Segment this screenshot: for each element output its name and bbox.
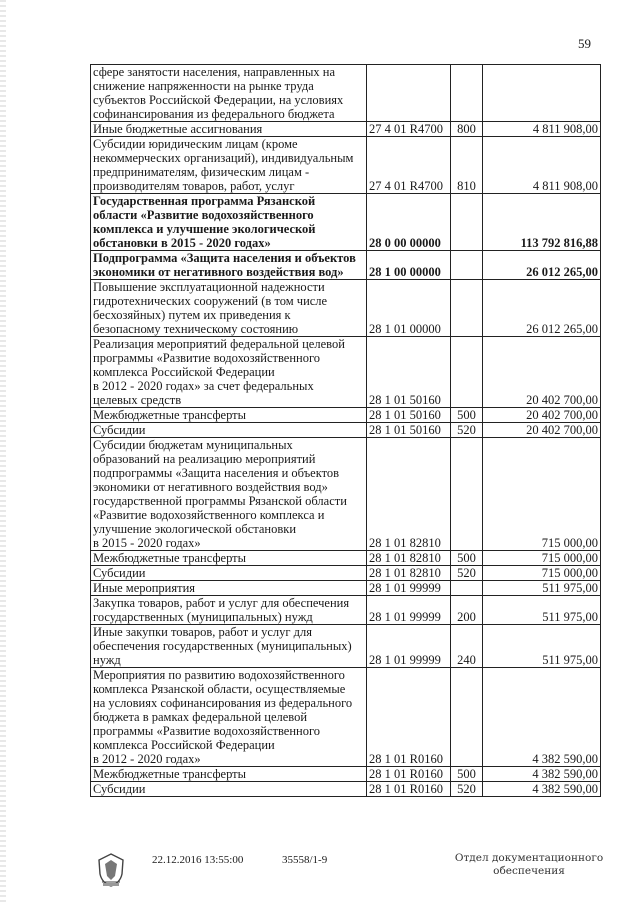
row-name-cell: Субсидии (91, 566, 367, 581)
row-name-cell: Подпрограмма «Защита населения и объектов экономики от негативного воздействия вод» (91, 251, 367, 280)
row-code-cell: 28 1 01 50160 (367, 337, 451, 408)
row-amount-cell: 20 402 700,00 (483, 337, 601, 408)
row-amount-cell: 20 402 700,00 (483, 408, 601, 423)
table-row (91, 408, 601, 423)
table-row (91, 581, 601, 596)
row-code-cell: 28 1 01 00000 (367, 280, 451, 337)
row-amount-cell: 511 975,00 (483, 625, 601, 668)
row-type-cell (451, 668, 483, 767)
row-name-cell: Межбюджетные трансферты (91, 408, 367, 423)
page-footer (96, 852, 616, 892)
row-code-cell: 28 1 01 R0160 (367, 782, 451, 797)
row-type-cell: 500 (451, 767, 483, 782)
row-amount-cell: 4 811 908,00 (483, 122, 601, 137)
row-amount-cell: 715 000,00 (483, 438, 601, 551)
table-row (91, 566, 601, 581)
row-type-cell (451, 280, 483, 337)
table-row (91, 551, 601, 566)
table-row (91, 668, 601, 767)
row-amount-cell: 4 382 590,00 (483, 782, 601, 797)
table-row (91, 137, 601, 194)
row-amount-cell: 20 402 700,00 (483, 423, 601, 438)
row-amount-cell: 511 975,00 (483, 596, 601, 625)
row-type-cell: 520 (451, 566, 483, 581)
table-row (91, 337, 601, 408)
row-name-cell: Субсидии юридическим лицам (кроме некоммерческих организаций), индивидуальным предпринимателям, физическим лицам - производителям товаров, работ, услуг (91, 137, 367, 194)
row-type-cell (451, 251, 483, 280)
footer-department (444, 852, 614, 878)
row-amount-cell: 715 000,00 (483, 566, 601, 581)
row-type-cell: 520 (451, 423, 483, 438)
row-name-cell: Субсидии бюджетам муниципальных образований на реализацию мероприятий подпрограммы «Защита населения и объектов экономики от негативного воздействия вод» государственной программы Рязанской области «Развитие водохозяйственного комплекса и улучшение экологической обстановки в 2015 - 2020 годах» (91, 438, 367, 551)
row-name-cell: Субсидии (91, 423, 367, 438)
row-name-cell: Реализация мероприятий федеральной целевой программы «Развитие водохозяйственного комплекса Российской Федерации в 2012 - 2020 годах» за счет федеральных целевых средств (91, 337, 367, 408)
row-amount-cell (483, 65, 601, 122)
row-type-cell: 500 (451, 408, 483, 423)
row-name-cell: Иные мероприятия (91, 581, 367, 596)
table-row (91, 194, 601, 251)
row-type-cell (451, 438, 483, 551)
row-amount-cell: 26 012 265,00 (483, 280, 601, 337)
row-amount-cell: 4 811 908,00 (483, 137, 601, 194)
row-code-cell: 28 1 01 82810 (367, 438, 451, 551)
table-row (91, 423, 601, 438)
row-code-cell: 28 1 01 82810 (367, 551, 451, 566)
table-row (91, 65, 601, 122)
table-row (91, 438, 601, 551)
row-type-cell: 240 (451, 625, 483, 668)
row-type-cell: 520 (451, 782, 483, 797)
row-code-cell: 28 1 01 50160 (367, 408, 451, 423)
row-type-cell (451, 337, 483, 408)
footer-department-line1: Отдел документационного (454, 852, 604, 864)
row-code-cell: 28 1 01 R0160 (367, 668, 451, 767)
row-amount-cell: 715 000,00 (483, 551, 601, 566)
row-amount-cell: 511 975,00 (483, 581, 601, 596)
row-amount-cell: 26 012 265,00 (483, 251, 601, 280)
row-amount-cell: 4 382 590,00 (483, 668, 601, 767)
row-name-cell: Иные закупки товаров, работ и услуг для обеспечения государственных (муниципальных) нужд (91, 625, 367, 668)
row-code-cell: 28 1 01 99999 (367, 581, 451, 596)
row-name-cell: Межбюджетные трансферты (91, 767, 367, 782)
row-code-cell: 28 1 01 82810 (367, 566, 451, 581)
row-name-cell: Государственная программа Рязанской области «Развитие водохозяйственного комплекса и улучшение экологической обстановки в 2015 - 2020 годах» (91, 194, 367, 251)
row-code-cell: 27 4 01 R4700 (367, 122, 451, 137)
row-code-cell: 28 1 01 99999 (367, 596, 451, 625)
table-row (91, 251, 601, 280)
row-name-cell: Повышение эксплуатационной надежности гидротехнических сооружений (в том числе бесхозяйных) путем их приведения к безопасному техническому состоянию (91, 280, 367, 337)
table-row (91, 625, 601, 668)
row-type-cell (451, 581, 483, 596)
row-name-cell: Межбюджетные трансферты (91, 551, 367, 566)
table-row (91, 280, 601, 337)
coat-of-arms-icon (96, 852, 126, 888)
row-name-cell: Закупка товаров, работ и услуг для обеспечения государственных (муниципальных) нужд (91, 596, 367, 625)
row-code-cell: 28 1 01 50160 (367, 423, 451, 438)
footer-datetime: 22.12.2016 13:55:00 (152, 854, 244, 866)
row-code-cell (367, 65, 451, 122)
scan-edge (0, 0, 6, 905)
row-type-cell: 200 (451, 596, 483, 625)
row-type-cell (451, 65, 483, 122)
row-code-cell: 27 4 01 R4700 (367, 137, 451, 194)
row-amount-cell: 4 382 590,00 (483, 767, 601, 782)
budget-table-body (91, 65, 601, 797)
table-row (91, 782, 601, 797)
table-row (91, 596, 601, 625)
footer-doc-number: 35558/1-9 (282, 854, 328, 866)
row-name-cell: Субсидии (91, 782, 367, 797)
row-name-cell: Иные бюджетные ассигнования (91, 122, 367, 137)
row-type-cell: 500 (451, 551, 483, 566)
row-type-cell: 810 (451, 137, 483, 194)
row-type-cell: 800 (451, 122, 483, 137)
row-name-cell: Мероприятия по развитию водохозяйственного комплекса Рязанской области, осуществляемые на условиях софинансирования из федерального бюджета в рамках федеральной целевой программы «Развитие водохозяйственного комплекса Российской Федерации в 2012 - 2020 годах» (91, 668, 367, 767)
row-code-cell: 28 1 00 00000 (367, 251, 451, 280)
table-row (91, 767, 601, 782)
row-type-cell (451, 194, 483, 251)
page-number: 59 (578, 36, 591, 51)
budget-table (90, 64, 601, 797)
row-code-cell: 28 0 00 00000 (367, 194, 451, 251)
row-code-cell: 28 1 01 99999 (367, 625, 451, 668)
row-code-cell: 28 1 01 R0160 (367, 767, 451, 782)
table-row (91, 122, 601, 137)
row-amount-cell: 113 792 816,88 (483, 194, 601, 251)
footer-department-line2: обеспечения (493, 865, 565, 877)
row-name-cell: сфере занятости населения, направленных на снижение напряженности на рынке труда субъектов Российской Федерации, на условиях софинансирования из федерального бюджета (91, 65, 367, 122)
